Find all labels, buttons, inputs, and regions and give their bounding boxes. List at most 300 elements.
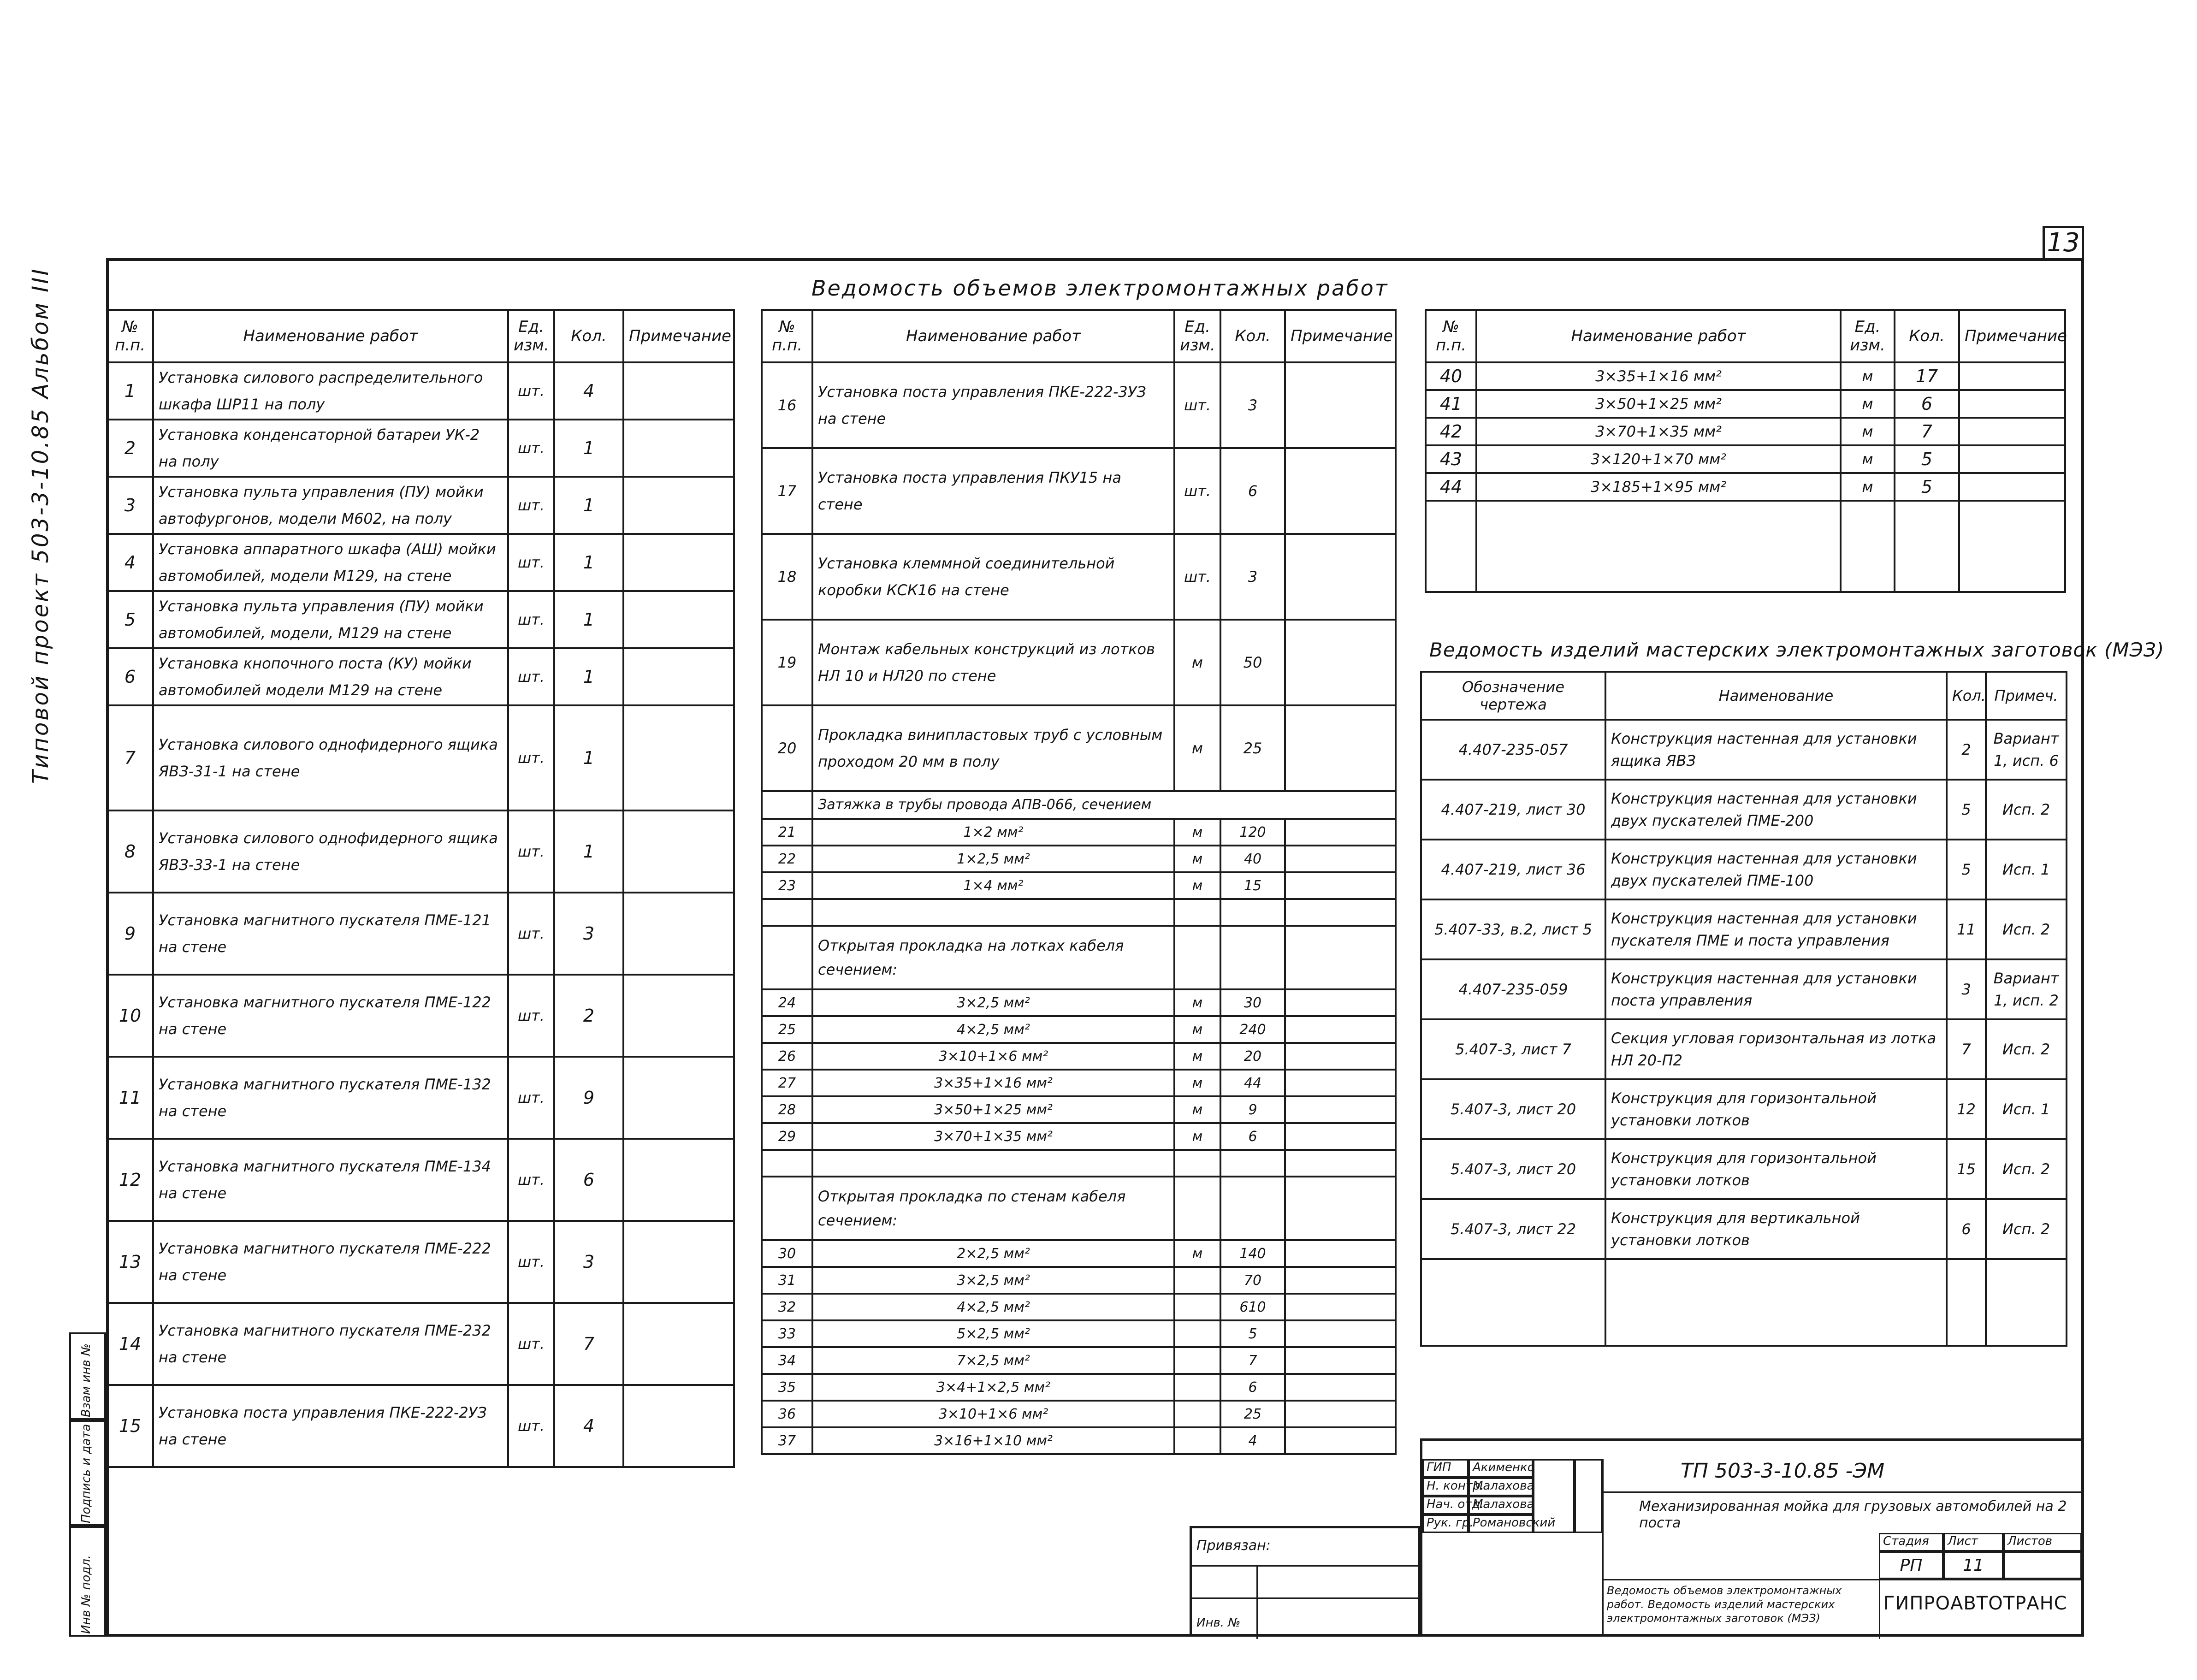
- table-cell: 1×2 мм²: [812, 819, 1174, 846]
- table-cell: Установка силового однофидерного ящика ЯВЗ-31-1 на стене: [153, 705, 508, 810]
- table-cell: [1174, 899, 1220, 926]
- table-cell: 11: [107, 1057, 153, 1139]
- table-cell: 17: [1895, 362, 1959, 390]
- table-cell: 3: [107, 477, 153, 534]
- table-cell: [1174, 1401, 1220, 1427]
- table-cell: [1959, 473, 2065, 501]
- table-cell: [1285, 1096, 1396, 1123]
- table-row: [1421, 1199, 2067, 1259]
- table-cell: 3: [1220, 534, 1285, 620]
- table-cell: шт.: [508, 648, 554, 705]
- table-cell: [762, 1150, 812, 1177]
- section-wire-title: Затяжка в трубы провода АПВ-066, сечением: [812, 791, 1396, 819]
- table-cell: Установка магнитного пускателя ПМЕ-132 на стене: [153, 1057, 508, 1139]
- table-cell: Конструкция настенная для установки двух пускателей ПМЕ-200: [1605, 780, 1947, 840]
- table-cell: 3×2,5 мм²: [812, 1267, 1174, 1294]
- table-cell: 20: [1220, 1043, 1285, 1070]
- table-cell: [623, 362, 734, 420]
- table-cell: [1285, 1043, 1396, 1070]
- sheet-label: Лист: [1943, 1533, 2003, 1551]
- table-cell: [1285, 926, 1396, 989]
- table-cell: 3×50+1×25 мм²: [812, 1096, 1174, 1123]
- table-cell: 6: [107, 648, 153, 705]
- sheet-title: Ведомость объемов электромонтажных работ. Ведомость изделий мастерских электромонтажных заготовок (МЭЗ): [1607, 1584, 1842, 1625]
- table-cell: 15: [1220, 872, 1285, 899]
- table-cell: шт.: [508, 477, 554, 534]
- table-cell: шт.: [508, 1303, 554, 1385]
- inv-label: Инв. №: [1196, 1616, 1241, 1630]
- table-row: [762, 1070, 1396, 1096]
- table-cell: 3×120+1×70 мм²: [1476, 445, 1841, 473]
- col-name: Наименование работ: [1476, 310, 1841, 362]
- table-cell: [812, 899, 1174, 926]
- col-note: Примечание: [1285, 310, 1396, 362]
- table-cell: 3: [554, 1221, 623, 1303]
- section-row: [762, 926, 1396, 989]
- table-cell: шт.: [508, 534, 554, 591]
- table-cell: [1285, 989, 1396, 1016]
- table-row: [762, 1374, 1396, 1401]
- table-cell: м: [1841, 445, 1895, 473]
- side-stamp-inv: Инв № подл.: [69, 1526, 106, 1637]
- table-cell: [623, 1057, 734, 1139]
- table-row: [762, 1401, 1396, 1427]
- items-title: Ведомость изделий мастерских электромонтажных заготовок (МЭЗ): [1429, 639, 2165, 661]
- table-row: [107, 362, 734, 420]
- col-unit: Ед. изм.: [1174, 310, 1220, 362]
- table-cell: 2: [1947, 720, 1986, 780]
- table-cell: 6: [1220, 1374, 1285, 1401]
- table-cell: [623, 1385, 734, 1467]
- table-cell: 23: [762, 872, 812, 899]
- table-cell: [1285, 705, 1396, 791]
- table-cell: м: [1174, 1016, 1220, 1043]
- works-table-right: [1425, 309, 2066, 593]
- table-cell: 3×16+1×10 мм²: [812, 1427, 1174, 1454]
- table-cell: 8: [107, 810, 153, 893]
- col-note: Примечание: [623, 310, 734, 362]
- table-cell: [1285, 620, 1396, 705]
- table-cell: шт.: [508, 362, 554, 420]
- org-name: ГИПРОАВТОТРАНС: [1883, 1593, 2067, 1614]
- table-cell: [623, 810, 734, 893]
- table-cell: [1174, 1177, 1220, 1240]
- sheets-value: [2003, 1551, 2082, 1579]
- table-cell: шт.: [508, 1385, 554, 1467]
- dates: [1575, 1459, 1602, 1533]
- table-cell: 4.407-219, лист 36: [1421, 840, 1605, 899]
- col-item-name: Наименование: [1605, 672, 1947, 720]
- table-cell: 4: [107, 534, 153, 591]
- role-name: Малахова: [1469, 1478, 1533, 1496]
- table-row: [107, 420, 734, 477]
- table-cell: 7×2,5 мм²: [812, 1347, 1174, 1374]
- table-cell: [1285, 1267, 1396, 1294]
- table-cell: [762, 791, 812, 819]
- table-row: [762, 1320, 1396, 1347]
- table-cell: 3×35+1×16 мм²: [1476, 362, 1841, 390]
- table-cell: 3×2,5 мм²: [812, 989, 1174, 1016]
- table-cell: 11: [1947, 899, 1986, 959]
- table-cell: 140: [1220, 1240, 1285, 1267]
- table-cell: 25: [762, 1016, 812, 1043]
- table-cell: [1174, 1320, 1220, 1347]
- table-cell: [623, 648, 734, 705]
- table-cell: Установка магнитного пускателя ПМЕ-122 на стене: [153, 975, 508, 1057]
- table-row: [762, 1267, 1396, 1294]
- col-unit: Ед. изм.: [508, 310, 554, 362]
- table-cell: [1959, 445, 2065, 473]
- table-row: [107, 1303, 734, 1385]
- table-cell: Вариант 1, исп. 2: [1986, 959, 2067, 1019]
- table-cell: Конструкция для горизонтальной установки лотков: [1605, 1079, 1947, 1139]
- table-cell: [1285, 362, 1396, 448]
- table-cell: 3: [1947, 959, 1986, 1019]
- table-cell: 5: [1220, 1320, 1285, 1347]
- table-cell: Конструкция для горизонтальной установки лотков: [1605, 1139, 1947, 1199]
- table-row: [762, 448, 1396, 534]
- table-cell: 1: [107, 362, 153, 420]
- table-cell: [1220, 1150, 1285, 1177]
- table-cell: Установка силового распределительного шкафа ШР11 на полу: [153, 362, 508, 420]
- col-qty: Кол.: [554, 310, 623, 362]
- table-cell: 12: [107, 1139, 153, 1221]
- table-cell: 5: [1895, 445, 1959, 473]
- binding-label: Привязан:: [1196, 1538, 1271, 1554]
- side-stamp-replace: Взам инв №: [69, 1332, 106, 1420]
- table-cell: 2×2,5 мм²: [812, 1240, 1174, 1267]
- table-cell: Установка магнитного пускателя ПМЕ-232 на стене: [153, 1303, 508, 1385]
- table-cell: 6: [1220, 1123, 1285, 1150]
- table-cell: Секция угловая горизонтальная из лотка НЛ 20-П2: [1605, 1019, 1947, 1079]
- table-cell: м: [1174, 1096, 1220, 1123]
- col-unit: Ед. изм.: [1841, 310, 1895, 362]
- table-cell: Установка пульта управления (ПУ) мойки автомобилей, модели, М129 на стене: [153, 591, 508, 648]
- table-cell: 3×10+1×6 мм²: [812, 1043, 1174, 1070]
- sheets-label: Листов: [2003, 1533, 2082, 1551]
- col-qty: Кол.: [1895, 310, 1959, 362]
- table-cell: [1174, 1347, 1220, 1374]
- table-cell: [1285, 872, 1396, 899]
- table-cell: [1220, 899, 1285, 926]
- table-cell: 5: [1947, 780, 1986, 840]
- table-cell: 5.407-3, лист 7: [1421, 1019, 1605, 1079]
- table-row: [1421, 1019, 2067, 1079]
- table-cell: 10: [107, 975, 153, 1057]
- table-cell: 30: [762, 1240, 812, 1267]
- table-cell: [812, 1150, 1174, 1177]
- table-cell: Исп. 1: [1986, 1079, 2067, 1139]
- col-num: № п.п.: [1426, 310, 1476, 362]
- table-cell: 7: [107, 705, 153, 810]
- table-cell: [1285, 819, 1396, 846]
- table-cell: шт.: [508, 1139, 554, 1221]
- table-cell: 1: [554, 420, 623, 477]
- table-row: [1426, 390, 2065, 418]
- table-cell: 5.407-3, лист 20: [1421, 1139, 1605, 1199]
- table-cell: 40: [1426, 362, 1476, 390]
- table-cell: [1285, 1294, 1396, 1320]
- table-cell: 35: [762, 1374, 812, 1401]
- project-name: Механизированная мойка для грузовых автомобилей на 2 поста: [1639, 1498, 2067, 1531]
- table-cell: м: [1174, 819, 1220, 846]
- table-row: [762, 989, 1396, 1016]
- table-cell: [1285, 1320, 1396, 1347]
- col-code: Обозначение чертежа: [1421, 672, 1605, 720]
- table-cell: 25: [1220, 1401, 1285, 1427]
- table-cell: [1285, 1347, 1396, 1374]
- table-row: [107, 1221, 734, 1303]
- table-cell: [1285, 846, 1396, 872]
- table-cell: 37: [762, 1427, 812, 1454]
- table-cell: Установка силового однофидерного ящика ЯВЗ-33-1 на стене: [153, 810, 508, 893]
- table-row: [762, 846, 1396, 872]
- table-cell: [1285, 1374, 1396, 1401]
- table-row: [1421, 899, 2067, 959]
- table-cell: м: [1841, 390, 1895, 418]
- table-cell: [1174, 1427, 1220, 1454]
- role-name: Романовский: [1469, 1514, 1533, 1533]
- table-cell: 22: [762, 846, 812, 872]
- table-cell: 7: [1895, 418, 1959, 445]
- role-name: Малахова: [1469, 1496, 1533, 1514]
- table-cell: [1895, 501, 1959, 592]
- table-cell: [623, 1303, 734, 1385]
- table-cell: 44: [1220, 1070, 1285, 1096]
- table-cell: 4.407-235-059: [1421, 959, 1605, 1019]
- table-cell: Установка магнитного пускателя ПМЕ-134 на стене: [153, 1139, 508, 1221]
- table-row: [107, 1057, 734, 1139]
- table-row: [762, 819, 1396, 846]
- table-row: [762, 1150, 1396, 1177]
- table-cell: [762, 926, 812, 989]
- side-label: Типовой проект 503-3-10.85 Альбом III: [28, 267, 53, 784]
- table-cell: 70: [1220, 1267, 1285, 1294]
- table-row: [1426, 501, 2065, 592]
- table-cell: [623, 1221, 734, 1303]
- role-name: Акименко: [1469, 1459, 1533, 1478]
- table-cell: 4.407-219, лист 30: [1421, 780, 1605, 840]
- table-cell: 5.407-3, лист 20: [1421, 1079, 1605, 1139]
- section-trays-title: Открытая прокладка на лотках кабеля сечением:: [812, 926, 1174, 989]
- table-cell: 15: [1947, 1139, 1986, 1199]
- table-row: [107, 648, 734, 705]
- table-cell: 5: [1947, 840, 1986, 899]
- table-cell: Установка пульта управления (ПУ) мойки автофургонов, модели М602, на полу: [153, 477, 508, 534]
- table-cell: шт.: [508, 1221, 554, 1303]
- table-cell: Вариант 1, исп. 6: [1986, 720, 2067, 780]
- section-row: [762, 1177, 1396, 1240]
- table-cell: Установка клеммной соединительной коробки КСК16 на стене: [812, 534, 1174, 620]
- table-cell: 1×4 мм²: [812, 872, 1174, 899]
- table-row: [1421, 780, 2067, 840]
- table-row: [107, 477, 734, 534]
- table-cell: 25: [1220, 705, 1285, 791]
- table-row: [107, 975, 734, 1057]
- table-cell: 7: [1220, 1347, 1285, 1374]
- table-cell: 4×2,5 мм²: [812, 1294, 1174, 1320]
- table-cell: 36: [762, 1401, 812, 1427]
- works-table-middle: [761, 309, 1397, 1455]
- table-row: [107, 705, 734, 810]
- table-cell: 14: [107, 1303, 153, 1385]
- table-row: [1421, 840, 2067, 899]
- table-cell: 5: [1895, 473, 1959, 501]
- table-cell: Установка аппаратного шкафа (АШ) мойки автомобилей, модели М129, на стене: [153, 534, 508, 591]
- table-cell: м: [1841, 418, 1895, 445]
- table-cell: м: [1174, 846, 1220, 872]
- table-cell: 7: [554, 1303, 623, 1385]
- table-cell: Исп. 2: [1986, 1139, 2067, 1199]
- table-cell: [623, 705, 734, 810]
- table-cell: 1: [554, 591, 623, 648]
- sheet-value: 11: [1943, 1551, 2003, 1579]
- table-row: [762, 705, 1396, 791]
- table-cell: [1285, 448, 1396, 534]
- table-cell: [1959, 418, 2065, 445]
- role-label: Н. контр.: [1422, 1478, 1469, 1496]
- table-cell: Исп. 2: [1986, 780, 2067, 840]
- table-cell: м: [1174, 1240, 1220, 1267]
- table-cell: Конструкция настенная для установки поста управления: [1605, 959, 1947, 1019]
- sheet-number: 13: [2043, 226, 2084, 258]
- table-cell: [1605, 1259, 1947, 1346]
- table-cell: Установка магнитного пускателя ПМЕ-222 на стене: [153, 1221, 508, 1303]
- table-cell: Конструкция настенная для установки ящика ЯВЗ: [1605, 720, 1947, 780]
- table-row: [107, 893, 734, 975]
- table-cell: 5: [107, 591, 153, 648]
- table-cell: 5.407-33, в.2, лист 5: [1421, 899, 1605, 959]
- table-cell: 3×10+1×6 мм²: [812, 1401, 1174, 1427]
- title-block: [1420, 1438, 2084, 1637]
- table-cell: 40: [1220, 846, 1285, 872]
- table-cell: 50: [1220, 620, 1285, 705]
- table-header-row: [1426, 310, 2065, 362]
- role-label: Нач. отд.: [1422, 1496, 1469, 1514]
- table-cell: 18: [762, 534, 812, 620]
- table-cell: [1947, 1259, 1986, 1346]
- table-cell: м: [1174, 989, 1220, 1016]
- table-cell: Установка кнопочного поста (КУ) мойки автомобилей модели М129 на стене: [153, 648, 508, 705]
- table-cell: 3: [1220, 362, 1285, 448]
- table-cell: [1220, 1177, 1285, 1240]
- table-cell: 2: [554, 975, 623, 1057]
- table-cell: м: [1841, 473, 1895, 501]
- section-row: [762, 791, 1396, 819]
- table-cell: Установка поста управления ПКЕ-222-2УЗ на стене: [153, 1385, 508, 1467]
- table-cell: 16: [762, 362, 812, 448]
- table-cell: [1220, 926, 1285, 989]
- table-cell: [1285, 1240, 1396, 1267]
- table-cell: [1421, 1259, 1605, 1346]
- table-cell: м: [1174, 1070, 1220, 1096]
- col-item-qty: Кол.: [1947, 672, 1986, 720]
- table-cell: шт.: [508, 893, 554, 975]
- table-cell: 44: [1426, 473, 1476, 501]
- table-row: [762, 534, 1396, 620]
- table-cell: [762, 899, 812, 926]
- col-note: Примечание: [1959, 310, 2065, 362]
- table-cell: шт.: [508, 591, 554, 648]
- table-header-row: [107, 310, 734, 362]
- table-row: [1421, 1139, 2067, 1199]
- table-cell: шт.: [508, 420, 554, 477]
- table-cell: Исп. 2: [1986, 1019, 2067, 1079]
- table-cell: Установка конденсаторной батареи УК-2 на полу: [153, 420, 508, 477]
- table-cell: 31: [762, 1267, 812, 1294]
- table-row: [107, 1139, 734, 1221]
- table-cell: [1841, 501, 1895, 592]
- table-cell: 120: [1220, 819, 1285, 846]
- table-row: [762, 362, 1396, 448]
- table-cell: [762, 1177, 812, 1240]
- table-cell: [623, 477, 734, 534]
- table-cell: 1: [554, 534, 623, 591]
- table-cell: 1: [554, 477, 623, 534]
- table-cell: [1959, 362, 2065, 390]
- table-cell: 26: [762, 1043, 812, 1070]
- table-cell: 13: [107, 1221, 153, 1303]
- col-item-note: Примеч.: [1986, 672, 2067, 720]
- table-cell: [623, 1139, 734, 1221]
- table-cell: Монтаж кабельных конструкций из лотков НЛ 10 и НЛ20 по стене: [812, 620, 1174, 705]
- table-cell: 32: [762, 1294, 812, 1320]
- table-cell: [1285, 1427, 1396, 1454]
- table-cell: 33: [762, 1320, 812, 1347]
- role-label: ГИП: [1422, 1459, 1469, 1478]
- table-cell: 4: [554, 1385, 623, 1467]
- table-cell: 4: [554, 362, 623, 420]
- table-cell: [623, 893, 734, 975]
- table-cell: 27: [762, 1070, 812, 1096]
- table-cell: м: [1174, 705, 1220, 791]
- table-row: [107, 810, 734, 893]
- table-cell: Исп. 2: [1986, 1199, 2067, 1259]
- table-cell: шт.: [508, 705, 554, 810]
- table-cell: Исп. 2: [1986, 899, 2067, 959]
- stage-label: Стадия: [1879, 1533, 1943, 1551]
- table-row: [762, 1123, 1396, 1150]
- table-cell: 3×185+1×95 мм²: [1476, 473, 1841, 501]
- table-cell: [1285, 1150, 1396, 1177]
- table-cell: Установка поста управления ПКЕ-222-3УЗ на стене: [812, 362, 1174, 448]
- table-cell: м: [1841, 362, 1895, 390]
- table-cell: шт.: [1174, 362, 1220, 448]
- table-row: [1421, 1079, 2067, 1139]
- table-cell: Прокладка винипластовых труб с условным проходом 20 мм в полу: [812, 705, 1174, 791]
- table-cell: 1: [554, 648, 623, 705]
- table-cell: шт.: [508, 810, 554, 893]
- table-row: [762, 1347, 1396, 1374]
- table-row: [762, 620, 1396, 705]
- table-cell: [1174, 926, 1220, 989]
- table-row: [107, 591, 734, 648]
- col-name: Наименование работ: [812, 310, 1174, 362]
- table-cell: [1476, 501, 1841, 592]
- table-cell: [1174, 1267, 1220, 1294]
- table-cell: 6: [1947, 1199, 1986, 1259]
- role-label: Рук. гр.: [1422, 1514, 1469, 1533]
- table-cell: 6: [554, 1139, 623, 1221]
- table-cell: 1: [554, 705, 623, 810]
- table-cell: 4.407-235-057: [1421, 720, 1605, 780]
- table-cell: 6: [1220, 448, 1285, 534]
- table-row: [762, 899, 1396, 926]
- table-cell: 240: [1220, 1016, 1285, 1043]
- table-row: [107, 534, 734, 591]
- table-cell: [1285, 899, 1396, 926]
- table-cell: [1959, 390, 2065, 418]
